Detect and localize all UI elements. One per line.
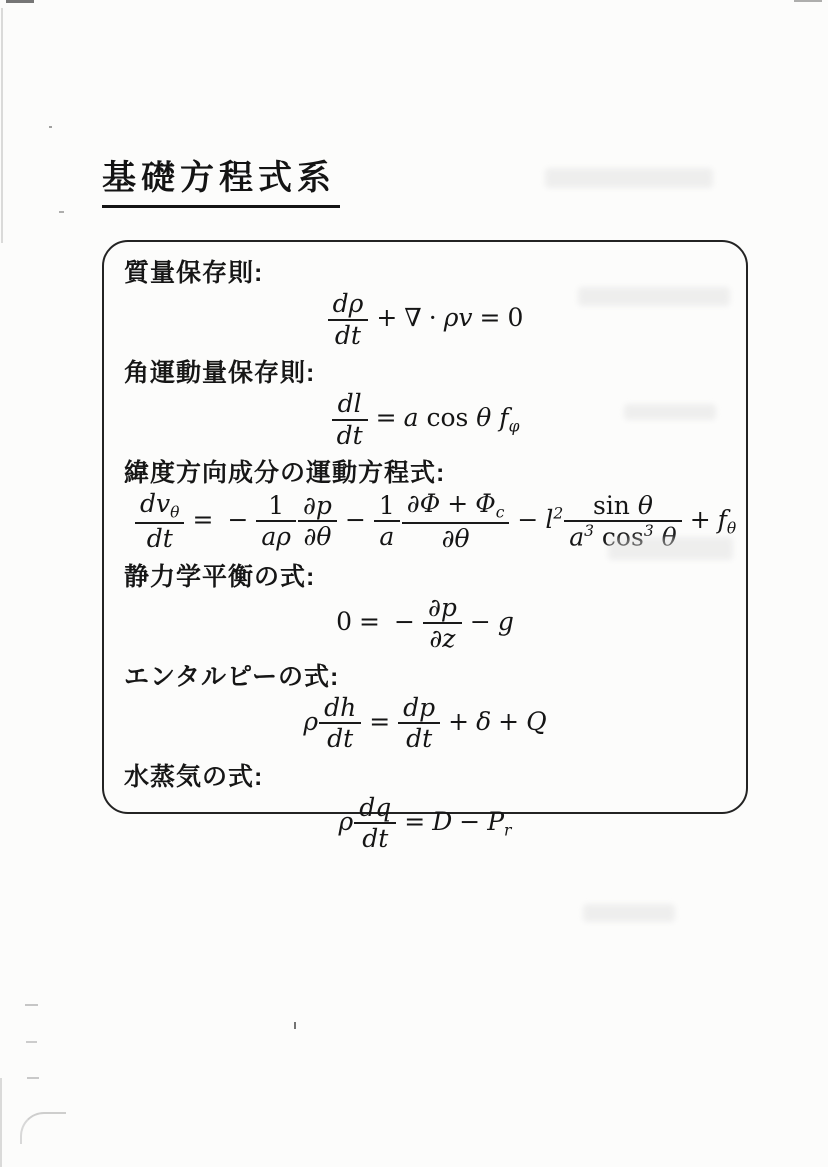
fraction: $\frac{dl}{dt}$ [332,389,368,450]
fraction: $\frac{\partial p}{\partial\theta}$ [298,491,337,552]
scan-artifact-dash [26,1041,37,1043]
section-enthalpy [124,662,726,754]
section-hydrostatic-balance [124,562,726,654]
equation-angular-momentum: $\frac{dl}{dt}$ = a cos θ $f_\varphi$ [134,389,716,450]
fraction: $\frac{d\rho}{dt}$ [328,289,369,350]
scan-artifact-dash [25,1004,38,1006]
equation-label: 水蒸気の式: [124,762,264,791]
scan-artifact-top-left-streak [6,0,34,3]
equation-label: 緯度方向成分の運動方程式: [124,459,446,487]
fraction: $\frac{1}{a\rho}$ [256,491,296,552]
fraction: $\frac{dp}{dt}$ [398,693,440,754]
section-angular-momentum [124,358,726,450]
equation-label: 角運動量保存則: [124,359,316,387]
scan-artifact-speck [49,126,52,128]
bleed-through-artifact [583,904,675,922]
page-title: 基礎方程式系 [102,150,340,208]
equation-hydrostatic-balance: 0 = − $\frac{\partial p}{\partial z}$ − g [336,592,514,654]
scan-artifact-tick [294,1022,296,1029]
section-meridional-momentum [124,458,737,554]
scan-artifact-dash [27,1077,39,1079]
bleed-through-artifact [545,168,713,188]
equation-water-vapor: ρ $\frac{dq}{dt}$ = $D - P_r$ [338,792,512,854]
fraction: $\frac{\partial\Phi + \Phi_c}{\partial\theta}$ [402,489,510,554]
equation-mass-conservation: $\frac{d\rho}{dt}$ + ∇ · ρv = 0 [134,289,716,350]
fraction: $\frac{\text{sin θ}}{a^3 \cos^3 \theta}$ [564,491,682,552]
equation-label: エンタルピーの式: [124,662,340,691]
equation-enthalpy: ρ $\frac{dh}{dt}$ = $\frac{dp}{dt}$ + δ + Q [303,692,547,754]
section-water-vapor [124,762,726,854]
fraction: $\frac{dq}{dt}$ [354,793,396,854]
equations-box [102,240,748,854]
scan-artifact-left-edge-line-bottom [0,1078,2,1167]
scan-artifact-left-edge-line [1,8,3,243]
scan-artifact-curve [20,1112,66,1144]
fraction: $\frac{dh}{dt}$ [319,693,361,754]
equation-label: 質量保存則: [124,259,264,287]
equation-meridional-momentum: $\frac{dv_\theta}{dt}$ = − $\frac{1}{a\rho}$ $\frac{\partial p}{\partial\theta}$ − $\frac{1}{a}$ $\frac{\partial\Phi + \Phi_c}{\partial\theta}$ − $l^2$ $\frac{\text{sin θ}}{a^3 \cos^3 \theta}$ + $f_\theta$ [134,489,716,554]
scan-artifact-speck [59,211,64,213]
fraction: $\frac{dv_\theta}{dt}$ [135,489,184,554]
fraction: $\frac{\partial p}{\partial z}$ [423,593,462,654]
fraction: $\frac{1}{a}$ [374,491,400,552]
equation-label: 静力学平衡の式: [124,562,316,591]
section-mass-conservation [124,258,726,350]
scan-artifact-top-right-streak [794,0,822,2]
